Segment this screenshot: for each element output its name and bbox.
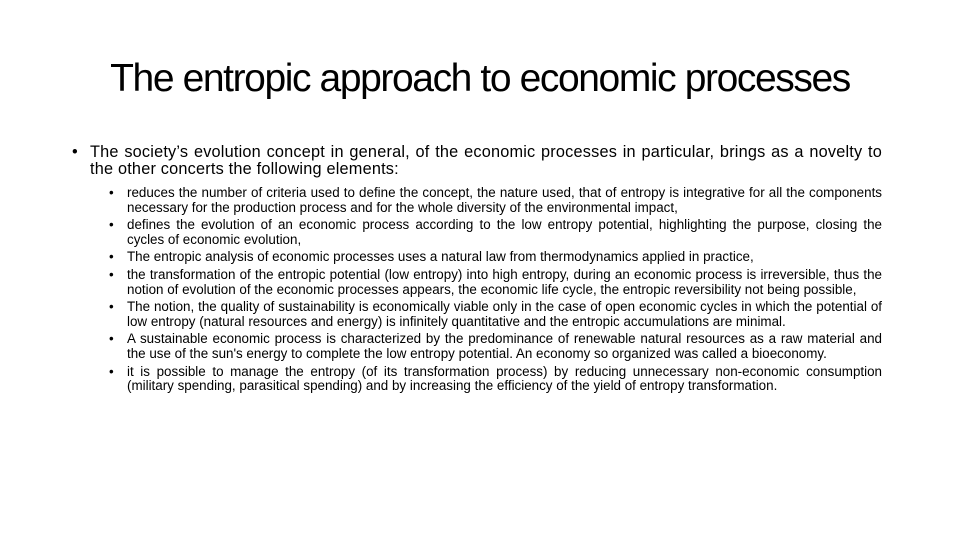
bullet-dot-icon: •: [109, 299, 114, 315]
sub-bullet-item: [109, 250, 882, 265]
sub-bullet-item: [109, 268, 882, 297]
bullet-dot-icon: •: [109, 185, 114, 200]
bullet-dot-icon: •: [109, 331, 114, 347]
main-bullet-text: The society’s evolution concept in general, of the economic processes in particular, brings as a novelty to the other concerts the following elements:: [90, 143, 882, 178]
bullet-dot-icon: •: [72, 143, 78, 161]
sub-bullet-text: A sustainable economic process is characterized by the predominance of renewable natural resources as a raw material and the use of the sun's energy to complete the low entropy potential. An economy so organized was called a bioeconomy.: [127, 331, 882, 361]
sub-bullet-text: The notion, the quality of sustainability is economically viable only in the case of open economic cycles in which the potential of low entropy (natural resources and energy) is infinitely quantitative and the entropic accumulations are minimal.: [127, 299, 882, 329]
sub-bullet-text: The entropic analysis of economic processes uses a natural law from thermodynamics applied in practice,: [127, 249, 754, 265]
bullet-dot-icon: •: [109, 249, 114, 265]
slide-title: The entropic approach to economic processes: [110, 57, 850, 100]
sub-bullet-list: [109, 186, 882, 394]
sub-bullet-item: [109, 300, 882, 329]
bullet-dot-icon: •: [109, 363, 114, 379]
slide-content: [72, 144, 882, 397]
sub-bullet-item: [109, 186, 882, 215]
sub-bullet-item: [109, 332, 882, 361]
bullet-dot-icon: •: [109, 217, 114, 233]
sub-bullet-item: [109, 365, 882, 394]
sub-bullet-text: it is possible to manage the entropy (of its transformation process) by reducing unnecessary non-economic consumption (military spending, parasitical spending) and by increasing the efficiency of the yield of entropy transformation.: [127, 363, 882, 394]
sub-bullet-text: the transformation of the entropic potential (low entropy) into high entropy, during an economic process is irreversible, thus the notion of evolution of the economic processes appears, the economic life cycle, the entropic reversibility not being possible,: [127, 266, 882, 297]
main-bullet-point: [72, 144, 882, 178]
bullet-dot-icon: •: [109, 266, 114, 282]
sub-bullet-text: defines the evolution of an economic process according to the low entropy potential, highlighting the purpose, closing the cycles of economic evolution,: [127, 217, 882, 247]
sub-bullet-item: [109, 218, 882, 247]
sub-bullet-text: reduces the number of criteria used to define the concept, the nature used, that of entropy is integrative for all the components necessary for the production process and for the whole diversity of the environmental impact,: [127, 185, 882, 215]
